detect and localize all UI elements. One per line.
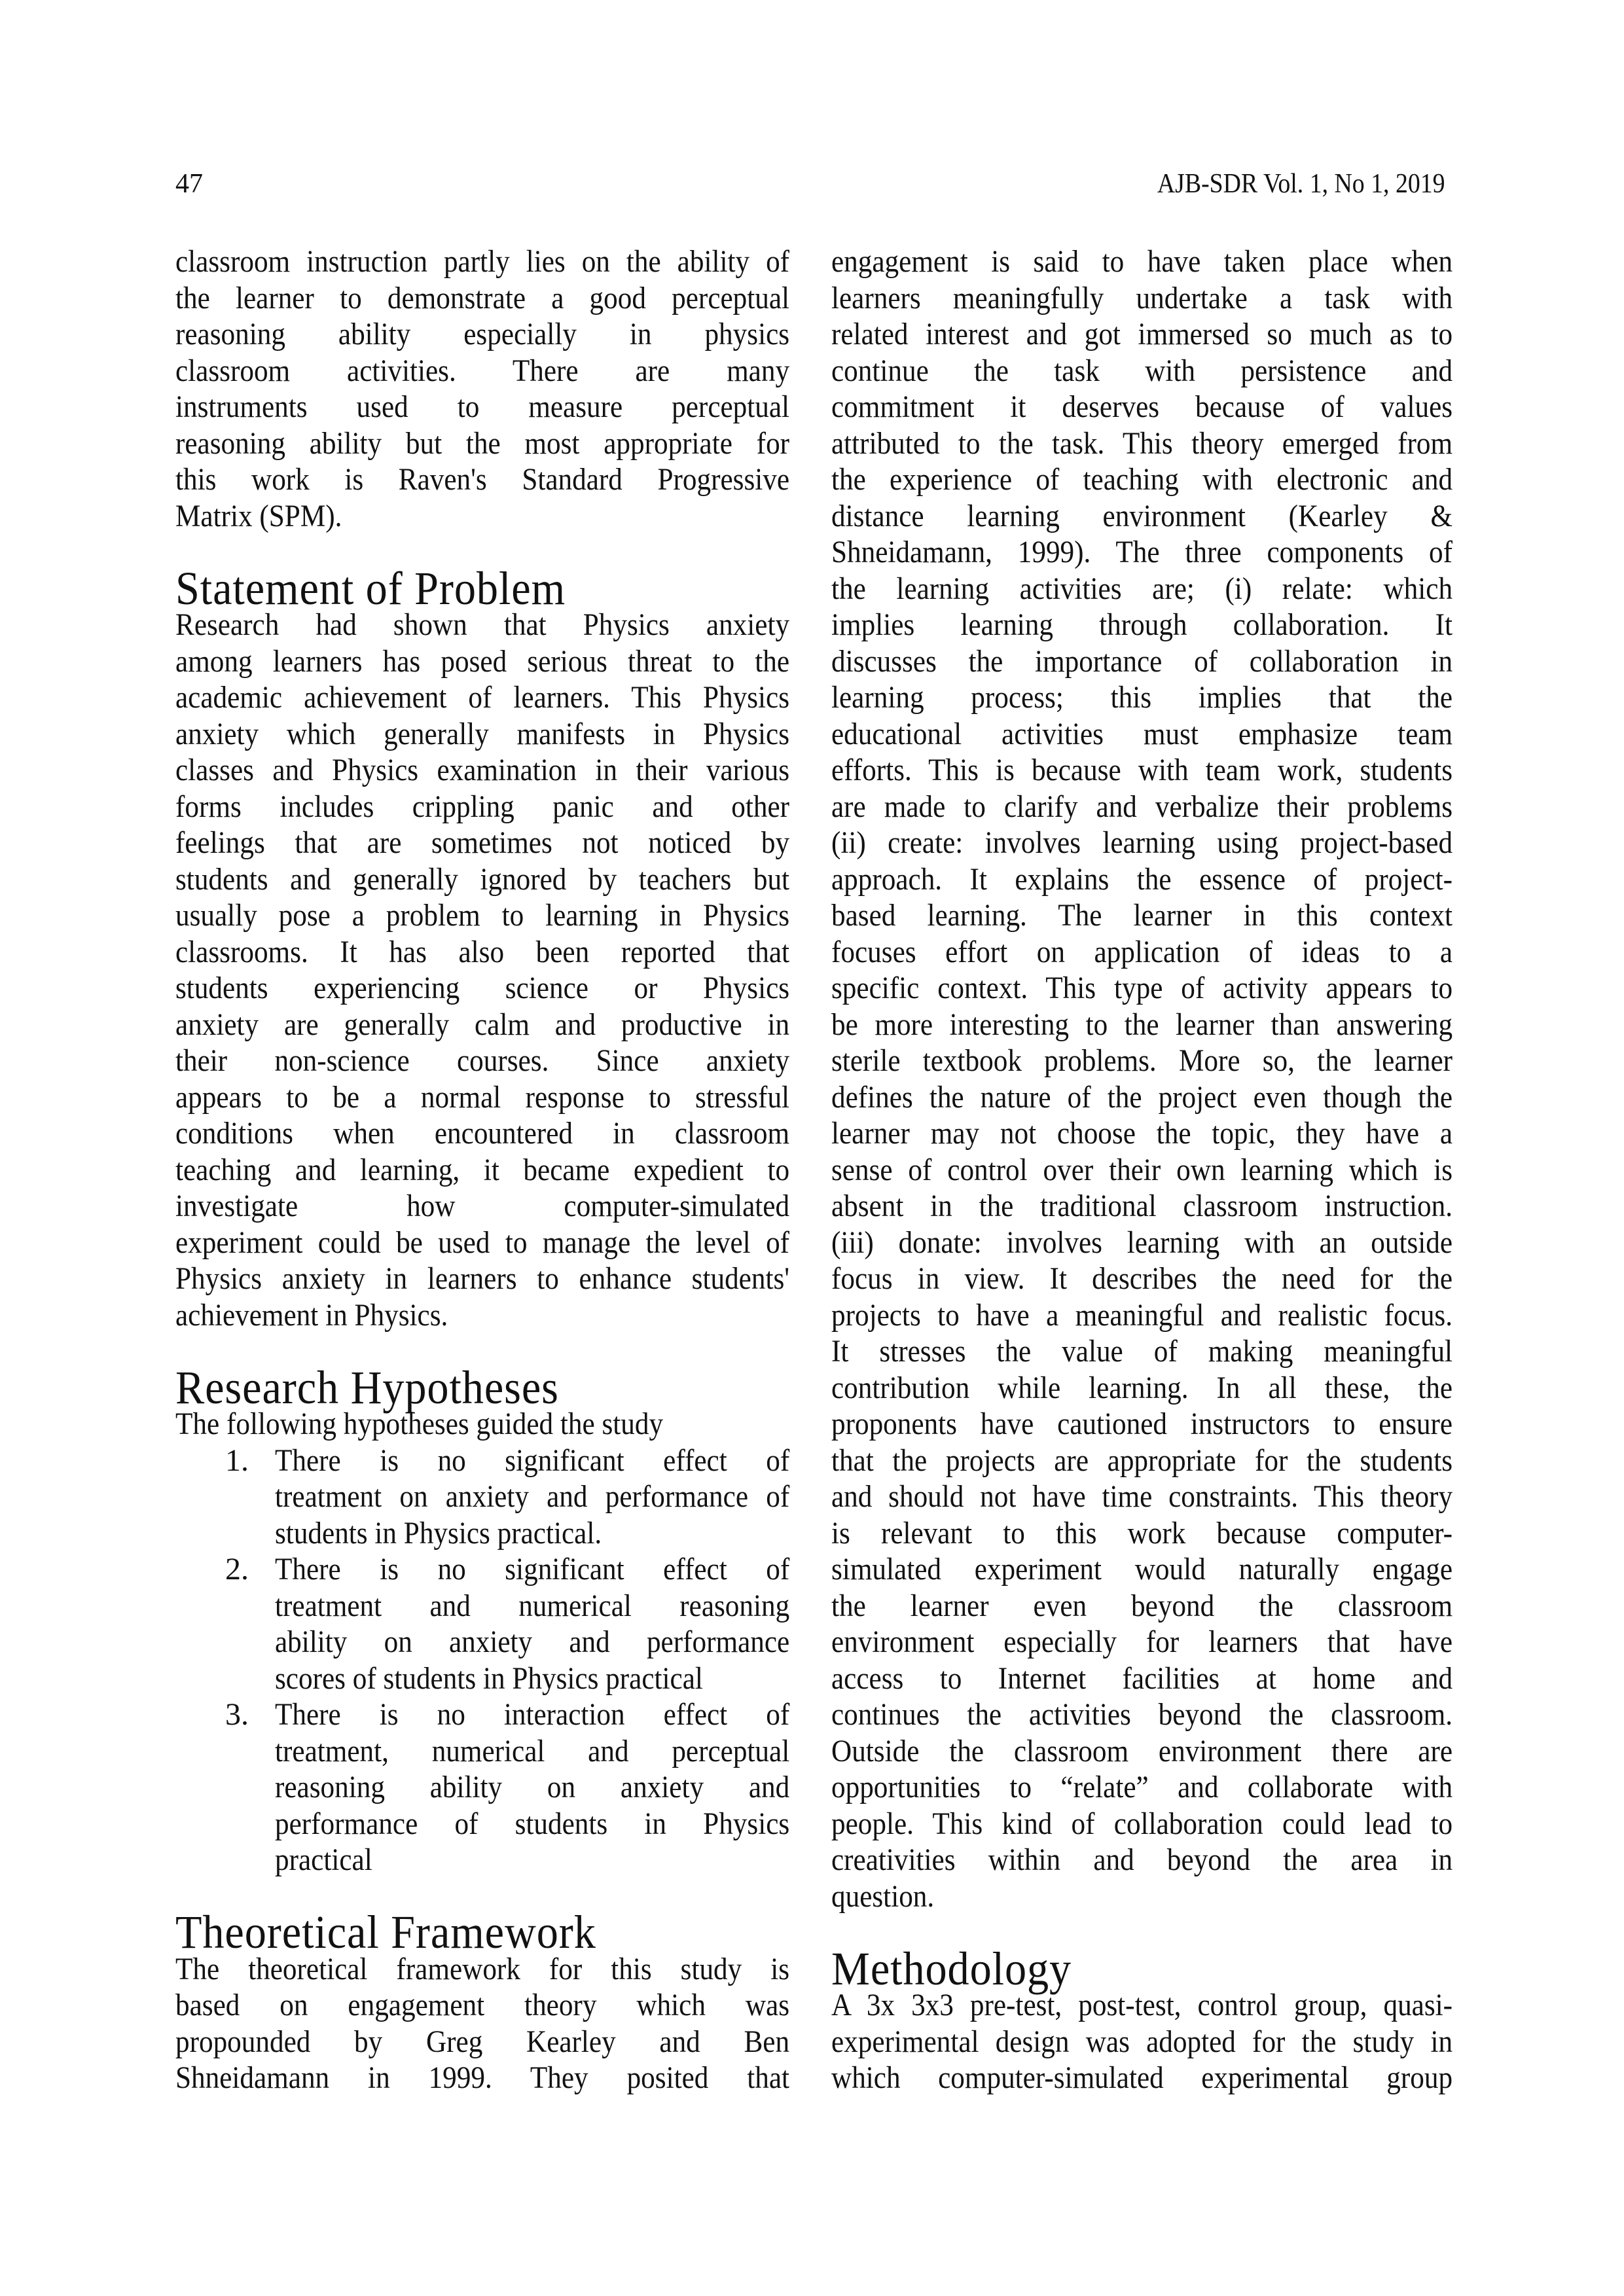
text-line: implies learning through collaboration. It: [831, 607, 1453, 642]
section-heading: Methodology: [831, 1942, 1072, 1995]
page-number: 47: [175, 169, 203, 199]
section-research-hypotheses: [175, 1361, 790, 1878]
text-line: discusses the importance of collaboration in: [831, 643, 1453, 679]
text-line: the experience of teaching with electronic and: [831, 462, 1453, 497]
text-line: their non-science courses. Since anxiety: [175, 1043, 790, 1078]
text-line: experiment could be used to manage the level of: [175, 1225, 790, 1260]
section-heading: Research Hypotheses: [175, 1361, 559, 1414]
text-line: propounded by Greg Kearley and Ben: [175, 2024, 790, 2059]
text-line: related interest and got immersed so much as to: [831, 317, 1453, 351]
text-line: are made to clarify and verbalize their problems: [831, 789, 1453, 824]
text-line: The theoretical framework for this study is: [175, 1951, 790, 1986]
framework-continued-paragraph: [831, 243, 1453, 1914]
text-line: focuses effort on application of ideas to a: [831, 934, 1453, 969]
text-line: based on engagement theory which was: [175, 1988, 790, 2022]
text-line: There is no significant effect of: [275, 1552, 790, 1587]
text-line: performance of students in Physics: [275, 1806, 790, 1841]
text-line: Matrix (SPM).: [175, 498, 342, 533]
text-line: this work is Raven's Standard Progressive: [175, 462, 790, 497]
text-line: The following hypotheses guided the study: [175, 1407, 664, 1441]
text-line: experimental design was adopted for the study in: [831, 2024, 1453, 2059]
text-line: (iii) donate: involves learning with an outside: [831, 1225, 1453, 1260]
text-line: ability on anxiety and performance: [275, 1624, 790, 1659]
text-line: Research had shown that Physics anxiety: [175, 607, 790, 642]
intro-paragraph: [175, 243, 790, 534]
hypothesis-item-2: [175, 1551, 790, 1696]
text-line: based learning. The learner in this context: [831, 898, 1453, 933]
section-theoretical-framework: [175, 1906, 790, 2096]
text-line: people. This kind of collaboration could lead to: [831, 1806, 1453, 1841]
text-line: creativities within and beyond the area in: [831, 1842, 1453, 1877]
text-line: investigate how computer-simulated: [175, 1189, 790, 1223]
text-line: question.: [831, 1878, 935, 1914]
text-line: scores of students in Physics practical: [275, 1660, 703, 1696]
text-line: treatment, numerical and perceptual: [275, 1733, 790, 1768]
text-line: be more interesting to the learner than answering: [831, 1007, 1453, 1042]
section-heading: Theoretical Framework: [175, 1906, 596, 1958]
text-line: classroom activities. There are many: [175, 353, 790, 388]
text-line: classrooms. It has also been reported that: [175, 934, 790, 969]
text-line: teaching and learning, it became expedient to: [175, 1152, 790, 1187]
text-line: There is no interaction effect of: [275, 1697, 790, 1732]
section-heading: Statement of Problem: [175, 562, 566, 615]
text-line: focus in view. It describes the need for the: [831, 1261, 1453, 1296]
text-line: Shneidamann, 1999). The three components of: [831, 535, 1453, 569]
text-line: educational activities must emphasize team: [831, 716, 1453, 751]
text-line: simulated experiment would naturally engage: [831, 1552, 1453, 1587]
left-column: [175, 243, 790, 2096]
text-line: learning process; this implies that the: [831, 680, 1453, 715]
text-line: treatment and numerical reasoning: [275, 1588, 790, 1623]
text-line: continue the task with persistence and: [831, 353, 1453, 388]
list-marker: 2.: [225, 1552, 249, 1587]
text-line: learner may not choose the topic, they have a: [831, 1116, 1453, 1151]
text-line: A 3x 3x3 pre-test, post-test, control group, quasi-: [831, 1988, 1453, 2022]
text-line: achievement in Physics.: [175, 1297, 448, 1333]
text-line: Outside the classroom environment there are: [831, 1733, 1453, 1768]
text-line: absent in the traditional classroom instruction.: [831, 1189, 1453, 1223]
text-line: instruments used to measure perceptual: [175, 389, 790, 424]
text-line: environment especially for learners that have: [831, 1624, 1453, 1659]
text-line: classes and Physics examination in their various: [175, 753, 790, 787]
text-line: There is no significant effect of: [275, 1443, 790, 1478]
text-line: projects to have a meaningful and realistic focus.: [831, 1297, 1453, 1333]
text-line: efforts. This is because with team work, students: [831, 753, 1453, 787]
text-line: It stresses the value of making meaningful: [831, 1334, 1453, 1369]
section-methodology: [831, 1942, 1453, 2096]
text-line: classroom instruction partly lies on the ability of: [175, 244, 790, 279]
text-line: reasoning ability but the most appropriate for: [175, 425, 790, 461]
text-line: (ii) create: involves learning using project-based: [831, 825, 1453, 860]
text-line: Shneidamann in 1999. They posited that: [175, 2060, 790, 2095]
text-line: reasoning ability especially in physics: [175, 317, 790, 351]
text-line: anxiety which generally manifests in Physics: [175, 716, 790, 751]
text-line: distance learning environment (Kearley &: [831, 498, 1453, 533]
text-line: continues the activities beyond the classroom.: [831, 1697, 1453, 1732]
text-line: commitment it deserves because of values: [831, 389, 1453, 424]
text-line: usually pose a problem to learning in Physics: [175, 898, 790, 933]
text-line: practical: [275, 1842, 372, 1877]
text-line: approach. It explains the essence of project-: [831, 861, 1453, 897]
text-line: students experiencing science or Physics: [175, 971, 790, 1005]
text-line: the learner to demonstrate a good perceptual: [175, 280, 790, 315]
text-line: students in Physics practical.: [275, 1515, 602, 1551]
text-line: defines the nature of the project even though the: [831, 1079, 1453, 1115]
text-line: proponents have cautioned instructors to ensure: [831, 1407, 1453, 1441]
text-line: among learners has posed serious threat to the: [175, 643, 790, 679]
text-line: learners meaningfully undertake a task with: [831, 280, 1453, 315]
text-line: sterile textbook problems. More so, the learner: [831, 1043, 1453, 1078]
text-line: the learner even beyond the classroom: [831, 1588, 1453, 1623]
text-line: and should not have time constraints. This theory: [831, 1479, 1453, 1514]
text-line: is relevant to this work because computer-: [831, 1515, 1453, 1551]
list-marker: 3.: [225, 1697, 249, 1732]
text-line: appears to be a normal response to stressful: [175, 1079, 790, 1115]
text-line: that the projects are appropriate for the students: [831, 1443, 1453, 1478]
text-line: treatment on anxiety and performance of: [275, 1479, 790, 1514]
running-head: AJB-SDR Vol. 1, No 1, 2019: [1157, 169, 1445, 199]
page-header: [175, 168, 1445, 200]
text-line: specific context. This type of activity appears to: [831, 971, 1453, 1005]
text-line: opportunities to “relate” and collaborate with: [831, 1770, 1453, 1804]
text-line: the learning activities are; (i) relate: which: [831, 571, 1453, 606]
text-line: attributed to the task. This theory emerged from: [831, 425, 1453, 461]
text-line: feelings that are sometimes not noticed by: [175, 825, 790, 860]
text-line: reasoning ability on anxiety and: [275, 1770, 790, 1804]
text-line: students and generally ignored by teachers but: [175, 861, 790, 897]
text-line: Physics anxiety in learners to enhance students': [175, 1261, 790, 1296]
text-line: engagement is said to have taken place when: [831, 244, 1453, 279]
text-line: anxiety are generally calm and productive in: [175, 1007, 790, 1042]
hypothesis-item-3: [175, 1696, 790, 1878]
section-statement-of-problem: [175, 562, 790, 1334]
text-line: contribution while learning. In all these, the: [831, 1370, 1453, 1405]
text-line: conditions when encountered in classroom: [175, 1116, 790, 1151]
text-line: which computer-simulated experimental group: [831, 2060, 1453, 2095]
text-line: sense of control over their own learning which is: [831, 1152, 1453, 1187]
text-line: access to Internet facilities at home and: [831, 1660, 1453, 1696]
text-line: academic achievement of learners. This Physics: [175, 680, 790, 715]
right-column: [831, 243, 1453, 2096]
list-marker: 1.: [225, 1443, 249, 1478]
text-line: forms includes crippling panic and other: [175, 789, 790, 824]
hypothesis-item-1: [175, 1443, 790, 1552]
